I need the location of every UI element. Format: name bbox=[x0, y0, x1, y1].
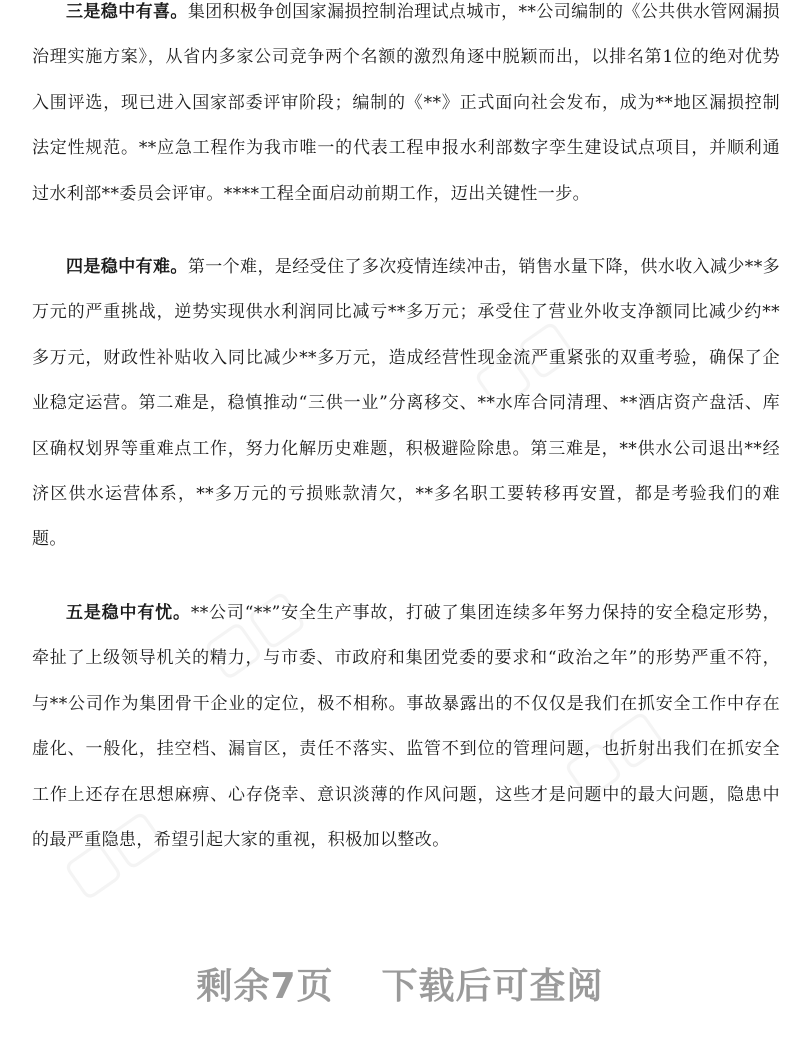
download-to-view-label: 下载后可查阅 bbox=[381, 966, 604, 1007]
watermark-logo: ▢▢ bbox=[460, 305, 585, 420]
paragraph-text: 集团积极争创国家漏损控制治理试点城市，**公司编制的《公共供水管网漏损治理实施方案》，从省内多家公司竞争两个名额的激烈角逐中脱颖而出，以排名第1位的绝对优势入围评选，现已进入国家部委评审阶段；编制的《**》正式面向社会发布，成为**地区漏损控制法定性规范。**应急工程作为我市唯一的代表工程申报水利部数字孪生建设试点项目，并顺利通过水利部**委员会评审。****工程全面启动前期工作，迈出关键性一步。 bbox=[32, 2, 780, 204]
download-prompt[interactable] bbox=[0, 958, 800, 1018]
watermark-logo: ▢▢ bbox=[50, 795, 175, 910]
paragraph bbox=[32, 245, 780, 563]
document-body bbox=[32, 0, 780, 863]
watermark-logo: ▢▢ bbox=[550, 695, 675, 810]
remaining-pages-label: 剩余7页 bbox=[196, 966, 334, 1007]
paragraph-lead: 四是稳中有难。 bbox=[66, 257, 188, 278]
paragraph bbox=[32, 0, 780, 217]
paragraph-text: 第一个难，是经受住了多次疫情连续冲击，销售水量下降，供水收入减少**多万元的严重挑战，逆势实现供水利润同比减亏**多万元；承受住了营业外收支净额同比减少约**多万元，财政性补贴收入同比减少**多万元，造成经营性现金流严重紧张的双重考验，确保了企业稳定运营。第二难是，稳慎推动“三供一业”分离移交、**水库合同清理、**酒店资产盘活、库区确权划界等重难点工作，努力化解历史难题，积极避险除患。第三难是，**供水公司退出**经济区供水运营体系，**多万元的亏损账款清欠，**多名职工要转移再安置，都是考验我们的难题。 bbox=[32, 257, 780, 550]
paragraph-text: **公司“**”安全生产事故，打破了集团连续多年努力保持的安全稳定形势，牵扯了上级领导机关的精力，与市委、市政府和集团党委的要求和“政治之年”的形势严重不符，与**公司作为集团骨干企业的定位，极不相称。事故暴露出的不仅仅是我们在抓安全工作中存在虚化、一般化，挂空档、漏盲区，责任不落实、监管不到位的管理问题，也折射出我们在抓安全工作上还存在思想麻痹、心存侥幸、意识淡薄的作风问题，这些才是问题中的最大问题，隐患中的最严重隐患，希望引起大家的重视，积极加以整改。 bbox=[32, 602, 780, 850]
paragraph-lead: 三是稳中有喜。 bbox=[66, 2, 188, 22]
watermark-logo: ▢▢ bbox=[190, 575, 315, 690]
paragraph-lead: 五是稳中有忧。 bbox=[66, 602, 191, 623]
paragraph bbox=[32, 591, 780, 863]
